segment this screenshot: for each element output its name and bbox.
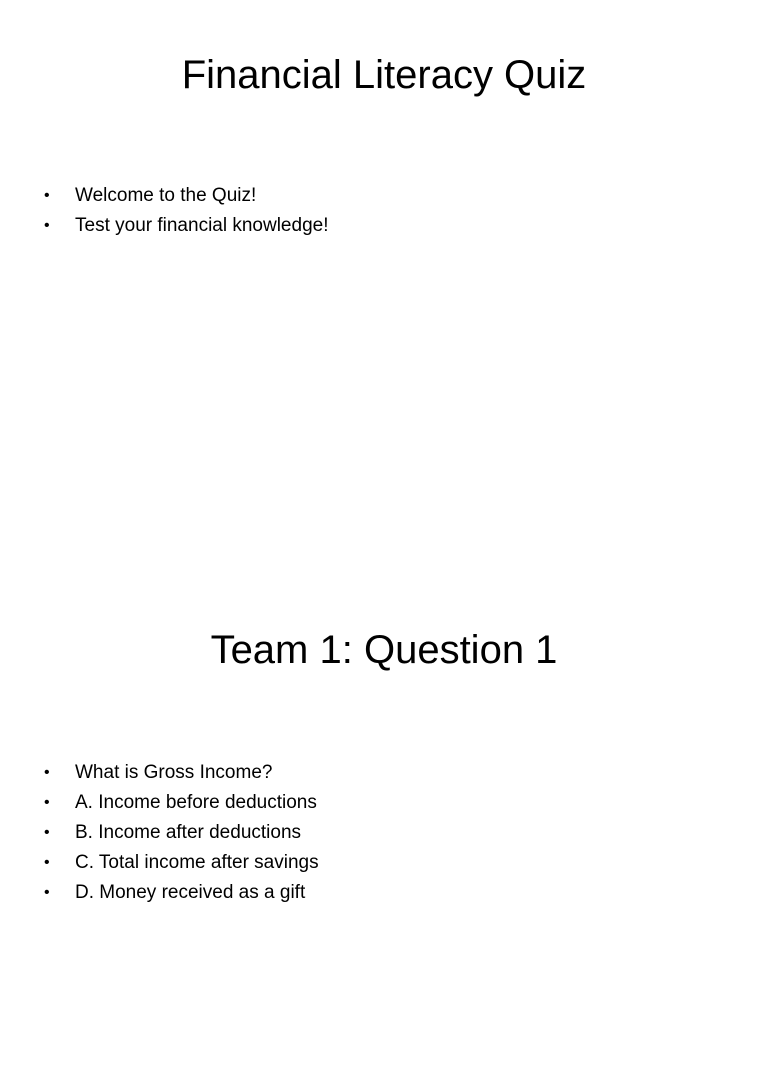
list-item xyxy=(44,790,319,820)
bullet-icon: • xyxy=(44,764,50,781)
list-item-text: Test your financial knowledge! xyxy=(75,215,329,236)
slide-1 xyxy=(0,0,768,512)
answer-option-d: D. Money received as a gift xyxy=(75,882,306,903)
bullet-icon: • xyxy=(44,854,50,871)
bullet-icon: • xyxy=(44,187,50,204)
slide-2 xyxy=(0,576,768,1088)
bullet-icon: • xyxy=(44,217,50,234)
list-item xyxy=(44,760,319,790)
list-item-text: Welcome to the Quiz! xyxy=(75,185,257,206)
question-text: What is Gross Income? xyxy=(75,762,273,783)
list-item xyxy=(44,183,328,213)
list-item xyxy=(44,850,319,880)
bullet-icon: • xyxy=(44,884,50,901)
bullet-icon: • xyxy=(44,794,50,811)
answer-option-a: A. Income before deductions xyxy=(75,792,317,813)
list-item xyxy=(44,880,319,910)
list-item xyxy=(44,213,328,243)
bullet-list xyxy=(44,760,319,910)
list-item xyxy=(44,820,319,850)
answer-option-b: B. Income after deductions xyxy=(75,822,302,843)
bullet-icon: • xyxy=(44,824,50,841)
answer-option-c: C. Total income after savings xyxy=(75,852,319,873)
slide-title: Team 1: Question 1 xyxy=(210,628,558,672)
bullet-list xyxy=(44,183,328,243)
slide-title: Financial Literacy Quiz xyxy=(181,53,587,97)
